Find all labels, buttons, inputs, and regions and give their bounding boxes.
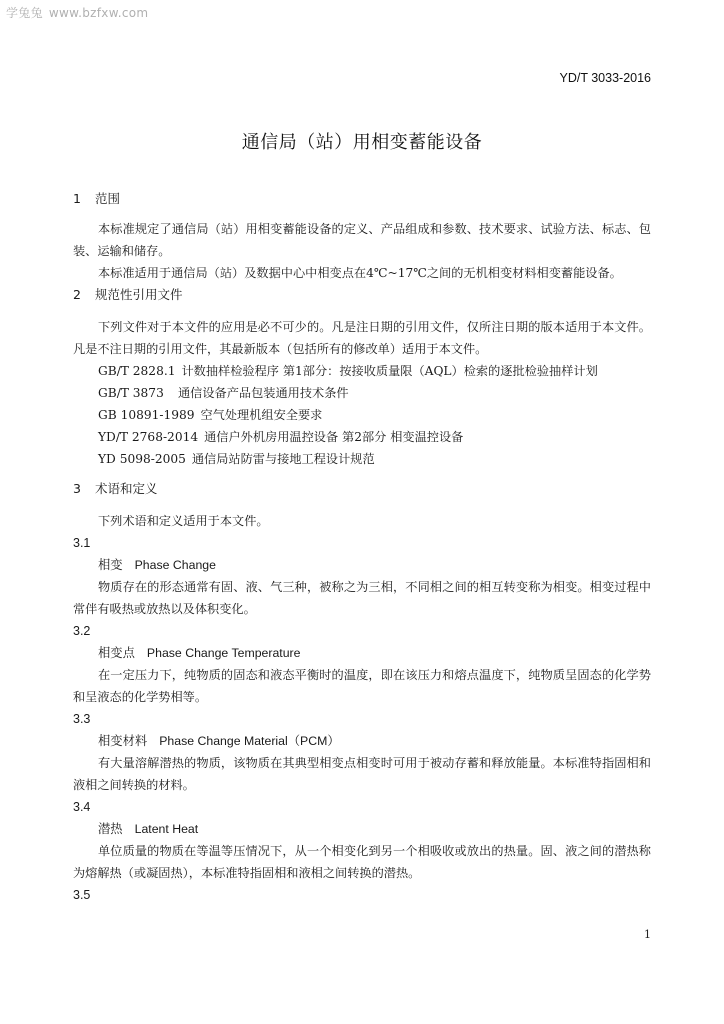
reference-item (73, 360, 651, 382)
clause-number: 3.4 (73, 800, 91, 814)
paragraph: 下列文件对于本文件的应用是必不可少的。凡是注日期的引用文件，仅所注日期的版本适用于本文件。凡是不注日期的引用文件，其最新版本（包括所有的修改单）适用于本文件。 (73, 320, 651, 356)
reference-name: 通信户外机房用温控设备 第2部分 相变温控设备 (204, 430, 464, 444)
term-heading (73, 818, 651, 840)
section-title: 术语和定义 (95, 481, 158, 496)
reference-item (73, 382, 651, 404)
term-definition: 在一定压力下，纯物质的固态和液态平衡时的温度，即在该压力和熔点温度下，纯物质呈固态的化学势和呈液态的化学势相等。 (73, 668, 651, 704)
term-definition: 物质存在的形态通常有固、液、气三种，被称之为三相，不同相之间的相互转变称为相变。相变过程中常伴有吸热或放热以及体积变化。 (73, 580, 651, 616)
clause-number: 3.1 (73, 536, 91, 550)
term-zh: 相变 (98, 558, 123, 572)
section-title: 规范性引用文件 (95, 287, 183, 302)
reference-item (73, 404, 651, 426)
reference-code: GB/T 2828.1 (98, 364, 176, 378)
section-number: 3 (73, 481, 81, 496)
reference-code: YD 5098-2005 (98, 452, 186, 466)
standard-code: YD/T 3033-2016 (559, 71, 651, 85)
section-title: 范围 (95, 191, 121, 206)
term-heading (73, 642, 651, 664)
clause-number: 3.2 (73, 624, 91, 638)
clause-number: 3.5 (73, 888, 91, 902)
term-en: Phase Change (134, 558, 216, 572)
term-zh: 相变材料 (98, 734, 148, 748)
reference-name: 通信设备产品包装通用技术条件 (178, 386, 349, 400)
paragraph: 下列术语和定义适用于本文件。 (98, 514, 269, 528)
paragraph: 本标准适用于通信局（站）及数据中心中相变点在4℃~17℃之间的无机相变材料相变蓄能设备。 (98, 266, 622, 280)
term-en: Latent Heat (134, 822, 199, 836)
term-zh: 相变点 (98, 646, 135, 660)
section-number: 1 (73, 191, 81, 206)
document-title: 通信局（站）用相变蓄能设备 (241, 132, 483, 153)
term-definition: 有大量溶解潜热的物质，该物质在其典型相变点相变时可用于被动存蓄和释放能量。本标准特指固相和液相之间转换的材料。 (73, 756, 651, 792)
reference-name: 通信局站防雷与接地工程设计规范 (191, 452, 375, 466)
section-heading-normative-references (73, 284, 651, 306)
section-heading-terms-definitions (73, 478, 651, 500)
watermark-site-name: 学兔兔 (6, 6, 43, 20)
term-en: Phase Change Temperature (146, 646, 301, 660)
term-definition: 单位质量的物质在等温等压情况下，从一个相变化到另一个相吸收或放出的热量。固、液之间的潜热称为熔解热（或凝固热），本标准特指固相和液相之间转换的潜热。 (73, 844, 651, 880)
reference-name: 计数抽样检验程序 第1部分：按接收质量限（AQL）检索的逐批检验抽样计划 (181, 364, 598, 378)
term-heading (73, 730, 651, 752)
reference-name: 空气处理机组安全要求 (200, 408, 323, 422)
reference-code: GB/T 3873 (98, 386, 164, 400)
clause-number: 3.3 (73, 712, 91, 726)
page-number: 1 (644, 928, 651, 941)
term-heading (73, 554, 651, 576)
term-en: Phase Change Material（PCM） (159, 734, 340, 748)
document-body (73, 188, 651, 906)
watermark (6, 4, 148, 21)
section-number: 2 (73, 287, 81, 302)
reference-code: GB 10891-1989 (98, 408, 195, 422)
watermark-site-url: www.bzfxw.com (48, 6, 149, 20)
term-zh: 潜热 (98, 822, 123, 836)
paragraph: 本标准规定了通信局（站）用相变蓄能设备的定义、产品组成和参数、技术要求、试验方法、标志、包装、运输和储存。 (73, 222, 651, 258)
reference-code: YD/T 2768-2014 (98, 430, 199, 444)
reference-item (73, 448, 651, 470)
section-heading-scope (73, 188, 651, 210)
reference-item (73, 426, 651, 448)
